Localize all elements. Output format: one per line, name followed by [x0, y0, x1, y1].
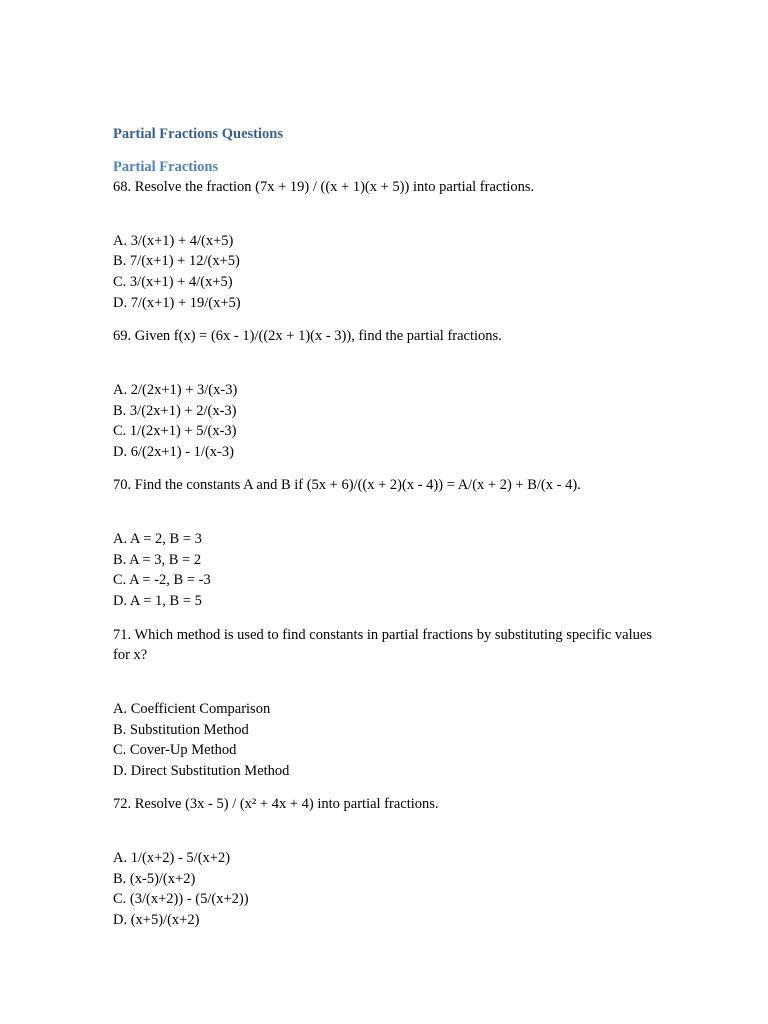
answer-options	[113, 699, 658, 781]
option-b: B. Substitution Method	[113, 721, 249, 738]
option-c: C. 3/(x+1) + 4/(x+5)	[113, 273, 233, 290]
option-c: C. (3/(x+2)) - (5/(x+2))	[113, 891, 249, 908]
option-b: B. (x-5)/(x+2)	[113, 870, 196, 887]
question-text: 68. Resolve the fraction (7x + 19) / ((x + 1)(x + 5)) into partial fractions.	[113, 179, 535, 195]
question-spacer	[113, 198, 658, 231]
question-spacer	[113, 347, 658, 380]
option-b: B. 3/(2x+1) + 2/(x-3)	[113, 402, 237, 419]
option-a: A. Coefficient Comparison	[113, 701, 271, 718]
question-spacer	[113, 666, 658, 699]
answer-options	[113, 848, 658, 930]
question-text: 69. Given f(x) = (6x - 1)/((2x + 1)(x - 3)), find the partial fractions.	[113, 328, 502, 345]
option-a: A. A = 2, B = 3	[113, 531, 202, 548]
option-c: C. Cover-Up Method	[113, 742, 237, 759]
document-title: Partial Fractions Questions	[113, 126, 283, 142]
option-a: A. 1/(x+2) - 5/(x+2)	[113, 850, 231, 867]
question-68	[113, 177, 658, 313]
question-70	[113, 475, 658, 611]
question-spacer	[113, 815, 658, 848]
section-heading: Partial Fractions	[113, 159, 219, 175]
question-text: 70. Find the constants A and B if (5x + 6)/((x + 2)(x - 4)) = A/(x + 2) + B/(x - 4).	[113, 477, 581, 494]
option-b: B. 7/(x+1) + 12/(x+5)	[113, 253, 240, 270]
question-69	[113, 326, 658, 462]
option-d: D. 7/(x+1) + 19/(x+5)	[113, 294, 241, 311]
option-a: A. 2/(2x+1) + 3/(x-3)	[113, 381, 238, 398]
question-71	[113, 625, 658, 782]
answer-options	[113, 231, 658, 313]
option-d: D. Direct Substitution Method	[113, 762, 290, 779]
question-spacer	[113, 496, 658, 529]
option-c: C. 1/(2x+1) + 5/(x-3)	[113, 423, 237, 440]
answer-options	[113, 380, 658, 462]
option-d: D. 6/(2x+1) - 1/(x-3)	[113, 443, 234, 460]
option-d: D. A = 1, B = 5	[113, 592, 202, 609]
option-a: A. 3/(x+1) + 4/(x+5)	[113, 232, 234, 249]
answer-options	[113, 529, 658, 611]
document-page	[113, 124, 658, 931]
option-c: C. A = -2, B = -3	[113, 572, 211, 589]
question-72	[113, 794, 658, 930]
question-text: 72. Resolve (3x - 5) / (x² + 4x + 4) into partial fractions.	[113, 796, 439, 813]
question-text: 71. Which method is used to find constants in partial fractions by substituting specific values for x?	[113, 626, 652, 664]
option-d: D. (x+5)/(x+2)	[113, 912, 200, 929]
option-b: B. A = 3, B = 2	[113, 551, 202, 568]
